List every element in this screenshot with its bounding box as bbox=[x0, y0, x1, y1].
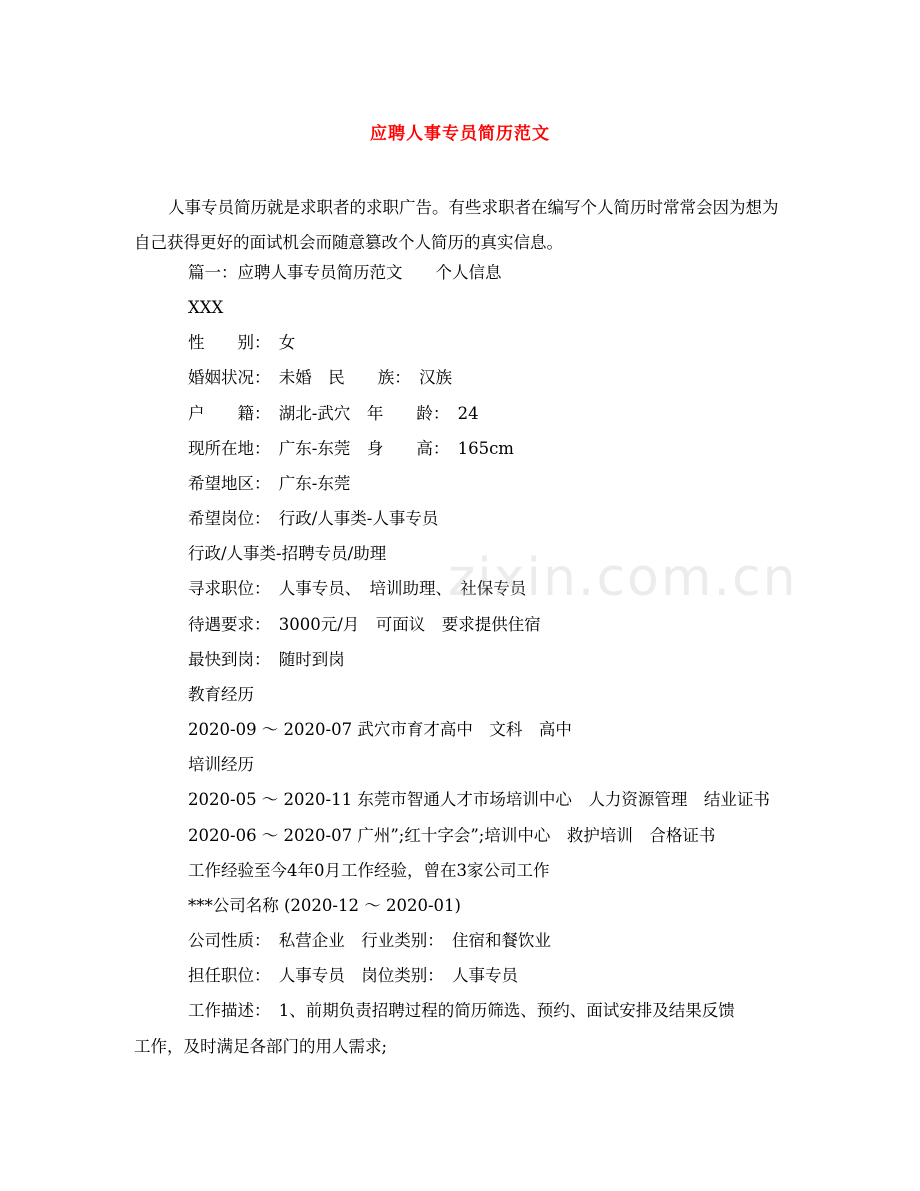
text-line: 公司性质： 私营企业 行业类别： 住宿和餐饮业 bbox=[188, 931, 551, 950]
text-line: 2020-05 ～ 2020-11 东莞市智通人才市场培训中心 人力资源管理 结业证书 bbox=[188, 790, 770, 809]
text-line: 寻求职位： 人事专员、 培训助理、 社保专员 bbox=[188, 579, 527, 598]
text-line: 最快到岗： 随时到岗 bbox=[188, 650, 345, 669]
text-line: 教育经历 bbox=[188, 685, 254, 704]
text-line: 2020-06 ～ 2020-07 广州”;红十字会”;培训中心 救护培训 合格证书 bbox=[188, 826, 716, 845]
text-line: 性 别： 女 bbox=[188, 333, 296, 352]
text-line: 工作描述： 1、前期负责招聘过程的简历筛选、预约、面试安排及结果反馈 bbox=[188, 1001, 735, 1020]
text-line: 希望地区： 广东-东莞 bbox=[188, 474, 351, 493]
text-line: ***公司名称 (2020-12 ～ 2020-01) bbox=[188, 896, 461, 915]
text-line: 行政/人事类-招聘专员/助理 bbox=[188, 544, 387, 563]
text-line: 工作经验至今4年0月工作经验，曾在3家公司工作 bbox=[188, 861, 550, 880]
intro-paragraph: 人事专员简历就是求职者的求职广告。有些求职者在编写个人简历时常常会因为想为自己获得更好的面试机会而随意篡改个人简历的真实信息。 bbox=[134, 198, 779, 252]
watermark: zixin.com.cn bbox=[448, 548, 798, 608]
text-line: 希望岗位： 行政/人事类-人事专员 bbox=[188, 509, 439, 528]
text-line: 现所在地： 广东-东莞 身 高： 165cm bbox=[188, 439, 514, 458]
text-line: XXX bbox=[188, 298, 224, 317]
text-line: 篇一：应聘人事专员简历范文 个人信息 bbox=[188, 263, 502, 282]
text-line: 2020-09 ～ 2020-07 武穴市育才高中 文科 高中 bbox=[188, 720, 572, 739]
text-line: 培训经历 bbox=[188, 755, 254, 774]
text-line: 待遇要求： 3000元/月 可面议 要求提供住宿 bbox=[188, 615, 541, 634]
text-line: 工作，及时满足各部门的用人需求; bbox=[134, 1037, 388, 1056]
text-line: 户 籍： 湖北-武穴 年 龄： 24 bbox=[188, 404, 479, 423]
document-title: 应聘人事专员简历范文 bbox=[370, 124, 550, 144]
text-line: 担任职位： 人事专员 岗位类别： 人事专员 bbox=[188, 966, 518, 985]
text-line: 婚姻状况： 未婚 民 族： 汉族 bbox=[188, 368, 452, 387]
